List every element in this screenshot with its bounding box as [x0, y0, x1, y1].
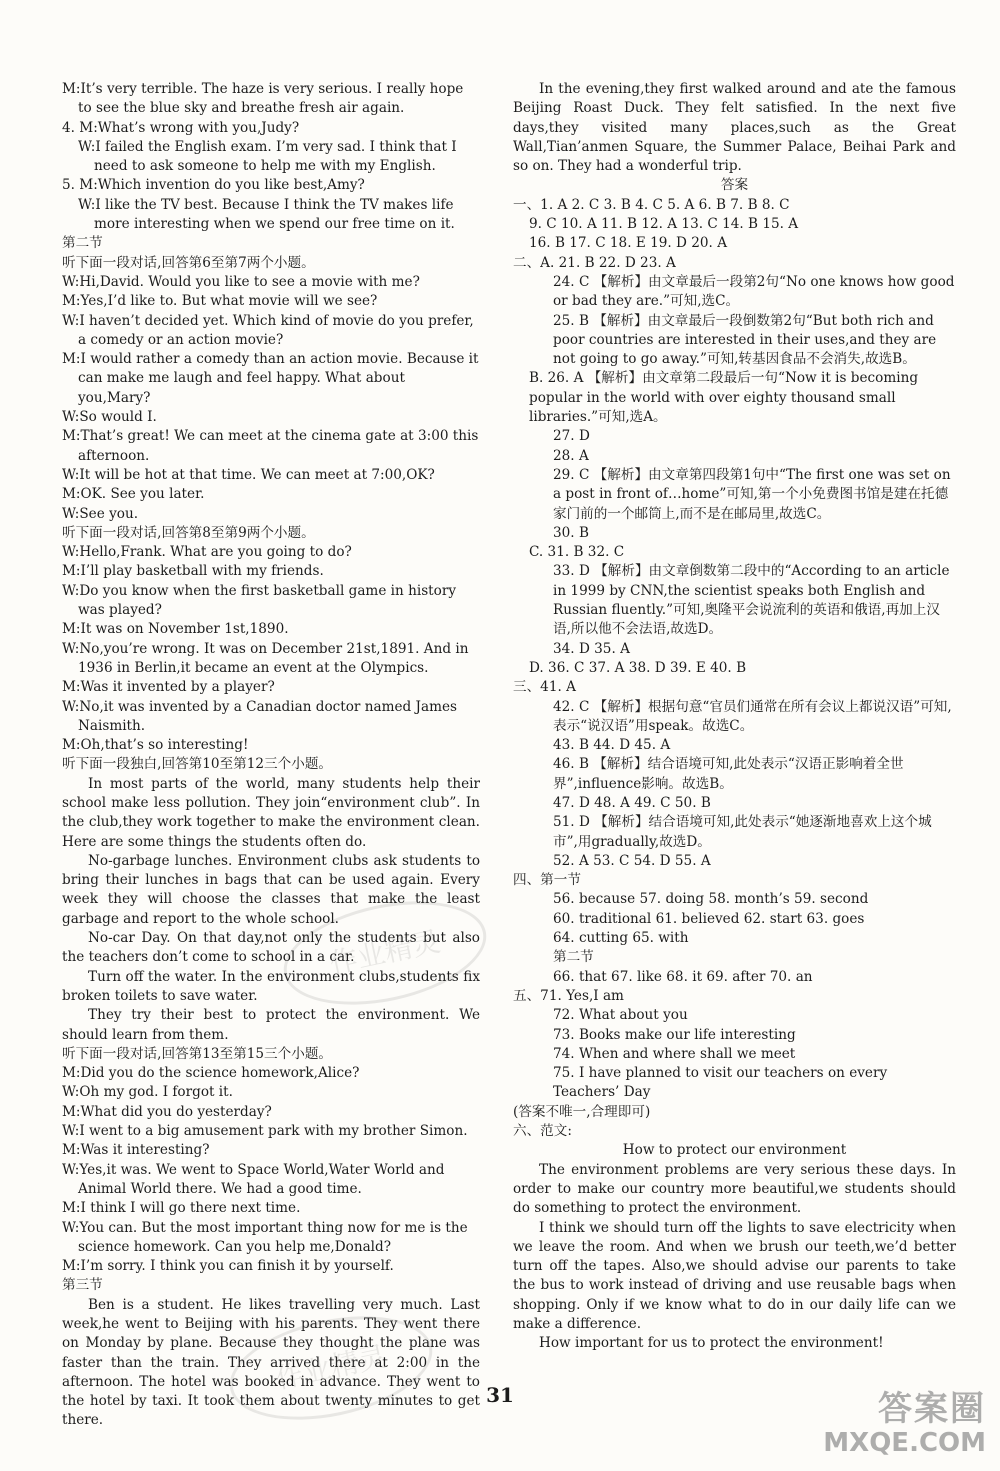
right-text-line: The environment problems are very serious these days. In order to make our country more beautiful,we students should do something to protect the environment. [513, 1161, 956, 1217]
left-text-line: W:You can. But the most important thing now for me is the science homework. Can you help me,Donald? [62, 1219, 468, 1255]
left-column [62, 80, 480, 1431]
right-text-line: 52. A 53. C 54. D 55. A [553, 852, 711, 869]
right-text-line: 24. C 【解析】由文章最后一段第2句“No one knows how good or bad they are.”可知,选C。 [553, 273, 955, 310]
left-text-line: 第三节 [62, 1277, 103, 1294]
left-text-line: 听下面一段对话,回答第6至第7两个小题。 [62, 254, 315, 271]
page-number: 31 [486, 1383, 514, 1407]
right-text-line: 60. traditional 61. believed 62. start 63. goes [553, 910, 865, 927]
left-text-line: to see the blue sky and breathe fresh air again. [78, 100, 405, 117]
right-text-line: D. 36. C 37. A 38. D 39. E 40. B [529, 659, 747, 676]
right-text-line: 74. When and where shall we meet [553, 1045, 796, 1062]
left-text-line: They try their best to protect the environment. We should learn from them. [62, 1007, 480, 1043]
right-text-line: 27. D [553, 428, 590, 445]
right-text-line: 43. B 44. D 45. A [553, 737, 671, 754]
right-text-line: 16. B 17. C 18. E 19. D 20. A [529, 235, 728, 252]
left-text-line: M:Yes,I’d like to. But what movie will we see? [62, 293, 378, 310]
left-text-line: 5. M:Which invention do you like best,Amy? [62, 177, 365, 194]
logo-text: 答案圈 [878, 1389, 986, 1429]
right-text-line: 64. cutting 65. with [553, 930, 689, 947]
right-text-line: 75. I have planned to visit our teachers on every Teachers’ Day [553, 1065, 888, 1101]
right-text-line: 二、A. 21. B 22. D 23. A [513, 254, 676, 271]
left-text-line: Turn off the water. In the environment clubs,students fix broken toilets to save water. [62, 968, 480, 1004]
left-text-line: W:It will be hot at that time. We can meet at 7:00,OK? [62, 466, 435, 483]
right-text-line: How to protect our environment [622, 1142, 847, 1159]
right-text-line: 28. A [553, 447, 589, 464]
right-text-line: 9. C 10. A 11. B 12. A 13. C 14. B 15. A [529, 216, 799, 233]
left-text-line: No-car Day. On that day,not only the students but also the teachers don’t come to school in a car. [62, 930, 480, 966]
left-text-line: No-garbage lunches. Environment clubs ask students to bring their lunches in bags that can be used again. Every week they will choose the classes that make the least garbage and report to the whole school. [62, 852, 480, 927]
logo-url: MXQE.COM [823, 1428, 986, 1458]
watermark-stamp: 作业精灵 [274, 885, 495, 1022]
right-text-line: 三、41. A [513, 679, 576, 696]
right-text-line: 一、1. A 2. C 3. B 4. C 5. A 6. B 7. B 8. C [513, 196, 790, 213]
left-text-line: M:Oh,that’s so interesting! [62, 737, 249, 754]
right-text-line: 四、第一节 [513, 872, 581, 889]
left-text-line: M:That’s great! We can meet at the cinema gate at 3:00 this afternoon. [62, 428, 479, 464]
left-text-line: W:Hi,David. Would you like to see a movie with me? [62, 273, 420, 290]
left-text-line: In most parts of the world, many students help their school make less pollution. They join“environment club”. In the club,they work together to make the environment clean. Here are some things the students often do. [62, 775, 480, 850]
left-text-line: W:Yes,it was. We went to Space World,Water World and Animal World there. We had a good time. [62, 1161, 445, 1197]
left-text-line: W:I went to a big amusement park with my brother Simon. [62, 1123, 468, 1140]
watermark-stamp: 作业精灵 [220, 1300, 441, 1437]
right-text-line: 25. B 【解析】由文章最后一段倒数第2句“But both rich and poor countries are interested in their uses,and they are not going to go away.”可知,转基因食品不会消失,故选B。 [553, 312, 937, 368]
right-text-line: 51. D 【解析】结合语境可知,此处表示“她逐渐地喜欢上这个城市”,用gradually,故选D。 [553, 814, 932, 850]
left-text-line: W:So would I. [62, 409, 157, 426]
left-text-line: M:OK. See you later. [62, 486, 205, 503]
right-text-line: 第二节 [553, 949, 594, 966]
left-text-line: 4. M:What’s wrong with you,Judy? [62, 119, 300, 136]
left-text-line: W:See you. [62, 505, 139, 522]
right-text-line: 56. because 57. doing 58. month’s 59. second [553, 891, 869, 908]
right-text-line: I think we should turn off the lights to save electricity when we leave the room. And when we brush our teeth,we’d better turn off the tapes. Also,we should advise our parents to take the bus to work instead of driving and use reusable bags when shopping. Only if we know what to do in our daily life can we make a difference. [513, 1219, 956, 1332]
left-text-line: W:Oh my god. I forgot it. [62, 1084, 233, 1101]
left-text-line: M:It’s very terrible. The haze is very serious. I really hope [62, 81, 464, 97]
left-text-line: M:I would rather a comedy than an action movie. Because it can make me laugh and feel happy. What about you,Mary? [62, 351, 479, 406]
right-text-line: 72. What about you [553, 1007, 688, 1024]
left-text-line: M:I’m sorry. I think you can finish it by yourself. [62, 1258, 394, 1275]
right-text-line: 29. C 【解析】由文章第四段第1句中“The first one was set on a post in front of…home”可知,第一个小免费图书馆是建在托德家门前的一个邮筒上,而不是在邮局里,故选C。 [553, 466, 951, 522]
right-text-line: In the evening,they first walked around and ate the famous Beijing Roast Duck. They felt satisfied. In the next five days,they visited many places,such as the Great Wall,Tian’anmen Square, the Summer Palace, Beihai Park and so on. They had a wonderful trip. [513, 81, 956, 175]
left-text-line: W:Do you know when the first basketball game in history was played? [62, 582, 457, 619]
right-text-line: 五、71. Yes,I am [513, 987, 624, 1004]
left-text-line: M:Did you do the science homework,Alice? [62, 1065, 360, 1082]
left-text-line: 听下面一段对话,回答第13至第15三个小题。 [62, 1045, 333, 1062]
right-text-line: 34. D 35. A [553, 640, 630, 657]
right-text-line: 46. B 【解析】结合语境可知,此处表示“汉语正影响着全世界”,influence影响。故选B。 [553, 756, 904, 792]
left-text-line: Ben is a student. He likes travelling very much. Last week,he went to Beijing with his parents. They went there on Monday by plane. Because they thought the plane was faster than the train. They arrived there at 2:00 in the afternoon. The hotel was booked in advance. They went to the hotel by taxi. It took them about twenty minutes to get there. [62, 1296, 480, 1429]
right-text-line: 42. C 【解析】根据句意“官员们通常在所有会议上都说汉语”可知,表示“说汉语”用speak。故选C。 [553, 698, 952, 734]
right-text-line: How important for us to protect the environment! [539, 1335, 884, 1352]
left-text-line: M:What did you do yesterday? [62, 1103, 272, 1120]
right-column [513, 80, 956, 1354]
right-text-line: 66. that 67. like 68. it 69. after 70. an [553, 968, 813, 985]
left-text-line: W:Hello,Frank. What are you going to do? [62, 544, 352, 561]
right-text-line: 47. D 48. A 49. C 50. B [553, 794, 711, 811]
right-text-line: 答案 [720, 177, 749, 194]
right-text-line: 33. D 【解析】由文章倒数第二段中的“According to an article in 1999 by CNN,the scientist speaks both English and Russian fluently.”可知,奥隆平会说流利的英语和俄语,再加上汉语,所以他不会法语,故选D。 [553, 563, 950, 638]
right-text-line: 30. B [553, 524, 589, 541]
right-text-line: 六、范文: [513, 1123, 572, 1140]
left-text-line: M:Was it invented by a player? [62, 679, 275, 696]
left-text-line: M:I’ll play basketball with my friends. [62, 563, 324, 580]
right-text-line: 73. Books make our life interesting [553, 1026, 796, 1043]
left-text-line: M:I think I will go there next time. [62, 1200, 301, 1217]
watermark-logo [816, 1389, 986, 1457]
left-text-line: W:I failed the English exam. I’m very sad. I think that I need to ask someone to help me with my English. [78, 138, 457, 175]
left-text-line: M:Was it interesting? [62, 1142, 210, 1159]
left-text-line: 第二节 [62, 235, 103, 252]
left-text-line: W:No,you’re wrong. It was on December 21st,1891. And in 1936 in Berlin,it became an event at the Olympics. [62, 640, 469, 676]
right-text-line: (答案不唯一,合理即可) [513, 1103, 651, 1120]
left-text-line: W:No,it was invented by a Canadian doctor named James Naismith. [62, 698, 458, 734]
right-text-line: B. 26. A 【解析】由文章第二段最后一句“Now it is becoming popular in the world with over eighty thousand small libraries.”可知,选A。 [529, 370, 919, 426]
right-text-line: C. 31. B 32. C [529, 544, 625, 561]
left-text-line: 听下面一段对话,回答第8至第9两个小题。 [62, 524, 315, 541]
left-text-line: W:I haven’t decided yet. Which kind of movie do you prefer, a comedy or an action movie? [62, 312, 474, 348]
left-text-line: 听下面一段独白,回答第10至第12三个小题。 [62, 756, 333, 773]
left-text-line: W:I like the TV best. Because I think the TV makes life more interesting when we spend our free time on it. [78, 196, 455, 233]
left-text-line: M:It was on November 1st,1890. [62, 621, 289, 638]
